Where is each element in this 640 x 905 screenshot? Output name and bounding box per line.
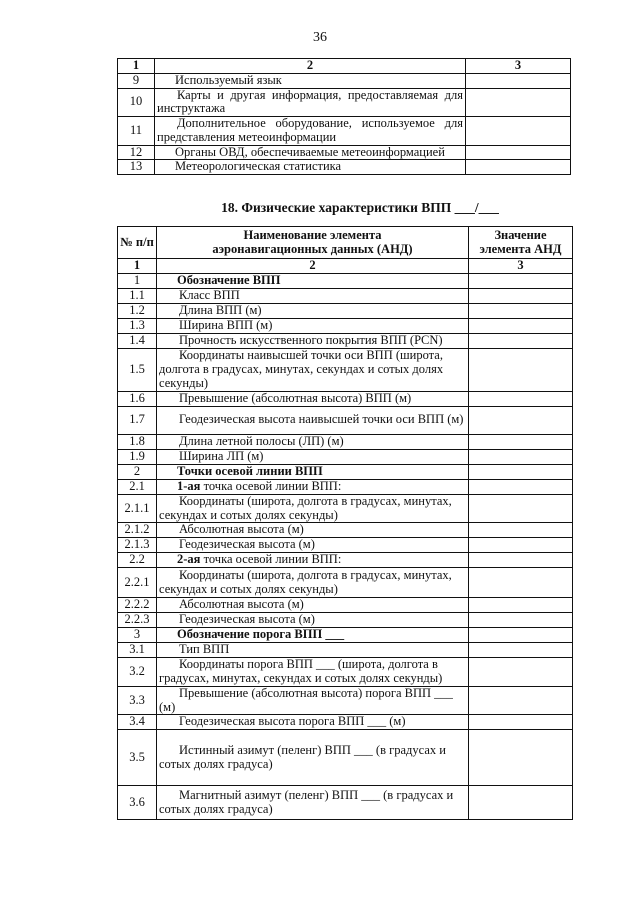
column-number: 3 xyxy=(469,259,573,274)
row-number: 1.6 xyxy=(118,391,157,406)
value-cell xyxy=(469,786,573,820)
row-text: Длина ВПП (м) xyxy=(157,303,469,318)
table-row xyxy=(118,449,573,464)
row-text: Обозначение порога ВПП ___ xyxy=(157,628,469,643)
column-numbers-row xyxy=(118,259,573,274)
value-cell xyxy=(469,318,573,333)
column-number: 2 xyxy=(157,259,469,274)
table-body xyxy=(118,273,573,820)
value-cell xyxy=(469,643,573,658)
row-number: 1.4 xyxy=(118,333,157,348)
page-number: 36 xyxy=(313,30,327,45)
value-cell xyxy=(469,406,573,434)
value-cell xyxy=(469,658,573,687)
table-row xyxy=(118,73,571,88)
row-text: Истинный азимут (пеленг) ВПП ___ (в градусах и сотых долях градуса) xyxy=(157,730,469,786)
row-text: Координаты (широта, долгота в градусах, минутах, секундах и сотых долях секунды) xyxy=(157,494,469,523)
row-number: 9 xyxy=(118,73,155,88)
table-row xyxy=(118,686,573,715)
continuation-table xyxy=(117,58,571,175)
value-cell xyxy=(469,538,573,553)
value-cell xyxy=(466,73,571,88)
row-number: 3.3 xyxy=(118,686,157,715)
value-cell xyxy=(469,730,573,786)
table-row xyxy=(118,715,573,730)
value-cell xyxy=(469,598,573,613)
row-text: Класс ВПП xyxy=(157,288,469,303)
table-row xyxy=(118,391,573,406)
table-row xyxy=(118,628,573,643)
row-text: Абсолютная высота (м) xyxy=(157,598,469,613)
value-cell xyxy=(466,145,571,160)
value-cell xyxy=(469,288,573,303)
col-value-line2: элемента АНД xyxy=(479,241,562,256)
value-cell xyxy=(469,449,573,464)
value-cell xyxy=(466,160,571,175)
row-number: 2.2.1 xyxy=(118,568,157,598)
value-cell xyxy=(469,494,573,523)
row-text: Точки осевой линии ВПП xyxy=(157,464,469,479)
row-text: Ширина ВПП (м) xyxy=(157,318,469,333)
row-text: Тип ВПП xyxy=(157,643,469,658)
table-row xyxy=(118,568,573,598)
row-ordinal: 1-ая xyxy=(177,478,201,493)
section-title: 18. Физические характеристики ВПП ___/___ xyxy=(221,200,499,215)
table-row xyxy=(118,318,573,333)
value-cell xyxy=(469,613,573,628)
row-text-rest: точка осевой линии ВПП: xyxy=(200,478,342,493)
runway-characteristics-table xyxy=(117,226,573,820)
row-text: Геодезическая высота порога ВПП ___ (м) xyxy=(157,715,469,730)
row-number: 2.2.2 xyxy=(118,598,157,613)
value-cell xyxy=(469,568,573,598)
row-text: Метеорологическая статистика xyxy=(155,160,466,175)
table-row xyxy=(118,553,573,568)
row-number: 3.1 xyxy=(118,643,157,658)
value-cell xyxy=(469,628,573,643)
row-text: Геодезическая высота (м) xyxy=(157,613,469,628)
row-text: Координаты (широта, долгота в градусах, минутах, секундах и сотых долях секунды) xyxy=(157,568,469,598)
row-number: 11 xyxy=(118,117,155,146)
row-number: 2.2 xyxy=(118,553,157,568)
value-cell xyxy=(469,479,573,494)
table-row xyxy=(118,523,573,538)
table-row xyxy=(118,786,573,820)
row-text: Геодезическая высота наивысшей точки оси ВПП (м) xyxy=(157,406,469,434)
row-text: Используемый язык xyxy=(155,73,466,88)
table-row xyxy=(118,494,573,523)
row-number: 3 xyxy=(118,628,157,643)
table-row xyxy=(118,406,573,434)
row-text: Дополнительное оборудование, используемое для представления метеоинформации xyxy=(155,117,466,146)
table-row xyxy=(118,145,571,160)
row-text: Магнитный азимут (пеленг) ВПП ___ (в градусах и сотых долях градуса) xyxy=(157,786,469,820)
value-cell xyxy=(469,686,573,715)
row-ordinal: 2-ая xyxy=(177,552,201,567)
table-row xyxy=(118,303,573,318)
row-number: 1.1 xyxy=(118,288,157,303)
table-row xyxy=(118,479,573,494)
row-number: 12 xyxy=(118,145,155,160)
column-number: 1 xyxy=(118,259,157,274)
col-name-header xyxy=(157,227,469,259)
col-name-line2: аэронавигационных данных (АНД) xyxy=(212,241,413,256)
value-cell xyxy=(466,88,571,117)
row-number: 3.2 xyxy=(118,658,157,687)
table-row xyxy=(118,730,573,786)
value-cell xyxy=(469,303,573,318)
row-number: 1.3 xyxy=(118,318,157,333)
header-cell: 3 xyxy=(466,59,571,74)
value-cell xyxy=(469,434,573,449)
row-text: Прочность искусственного покрытия ВПП (PCN) xyxy=(157,333,469,348)
row-number: 1.5 xyxy=(118,348,157,391)
value-cell xyxy=(469,273,573,288)
col-name-line1: Наименование элемента xyxy=(243,227,382,242)
value-cell xyxy=(469,391,573,406)
table-row xyxy=(118,538,573,553)
header-cell: 1 xyxy=(118,59,155,74)
row-number: 2.1.2 xyxy=(118,523,157,538)
row-number: 2 xyxy=(118,464,157,479)
row-text: Длина летной полосы (ЛП) (м) xyxy=(157,434,469,449)
table-head-row xyxy=(118,227,573,259)
row-text: Превышение (абсолютная высота) ВПП (м) xyxy=(157,391,469,406)
table-row xyxy=(118,117,571,146)
row-number: 2.1 xyxy=(118,479,157,494)
row-number: 3.4 xyxy=(118,715,157,730)
table-row xyxy=(118,288,573,303)
row-text-rest: точка осевой линии ВПП: xyxy=(200,552,342,567)
table-row xyxy=(118,333,573,348)
value-cell xyxy=(469,553,573,568)
table-header-row xyxy=(118,59,571,74)
row-text: Ширина ЛП (м) xyxy=(157,449,469,464)
row-text xyxy=(157,479,469,494)
value-cell xyxy=(469,333,573,348)
row-number: 1.9 xyxy=(118,449,157,464)
row-text: Превышение (абсолютная высота) порога ВПП ___ (м) xyxy=(157,686,469,715)
table-row xyxy=(118,348,573,391)
header-cell: 2 xyxy=(155,59,466,74)
row-number: 2.2.3 xyxy=(118,613,157,628)
row-text: Геодезическая высота (м) xyxy=(157,538,469,553)
row-text: Координаты наивысшей точки оси ВПП (широта, долгота в градусах, минутах, секундах и сотых долях секунды) xyxy=(157,348,469,391)
row-number: 3.6 xyxy=(118,786,157,820)
row-text: Органы ОВД, обеспечиваемые метеоинформацией xyxy=(155,145,466,160)
table-row xyxy=(118,464,573,479)
value-cell xyxy=(469,348,573,391)
table-row xyxy=(118,658,573,687)
row-number: 2.1.3 xyxy=(118,538,157,553)
row-number: 2.1.1 xyxy=(118,494,157,523)
row-number: 1.8 xyxy=(118,434,157,449)
row-text xyxy=(157,553,469,568)
table-row xyxy=(118,88,571,117)
value-cell xyxy=(466,117,571,146)
value-cell xyxy=(469,523,573,538)
row-text: Карты и другая информация, предоставляемая для инструктажа xyxy=(155,88,466,117)
table-row xyxy=(118,643,573,658)
table-row xyxy=(118,598,573,613)
row-number: 3.5 xyxy=(118,730,157,786)
row-number: 1 xyxy=(118,273,157,288)
table-row xyxy=(118,434,573,449)
row-number: 1.2 xyxy=(118,303,157,318)
row-number: 10 xyxy=(118,88,155,117)
col-number-header: № п/п xyxy=(118,227,157,259)
row-number: 13 xyxy=(118,160,155,175)
table-row xyxy=(118,273,573,288)
col-value-line1: Значение xyxy=(494,227,547,242)
value-cell xyxy=(469,464,573,479)
table-row xyxy=(118,613,573,628)
row-number: 1.7 xyxy=(118,406,157,434)
row-text: Абсолютная высота (м) xyxy=(157,523,469,538)
table-row xyxy=(118,160,571,175)
row-text: Координаты порога ВПП ___ (широта, долгота в градусах, минутах, секундах и сотых долях секунды) xyxy=(157,658,469,687)
row-text: Обозначение ВПП xyxy=(157,273,469,288)
value-cell xyxy=(469,715,573,730)
col-value-header xyxy=(469,227,573,259)
